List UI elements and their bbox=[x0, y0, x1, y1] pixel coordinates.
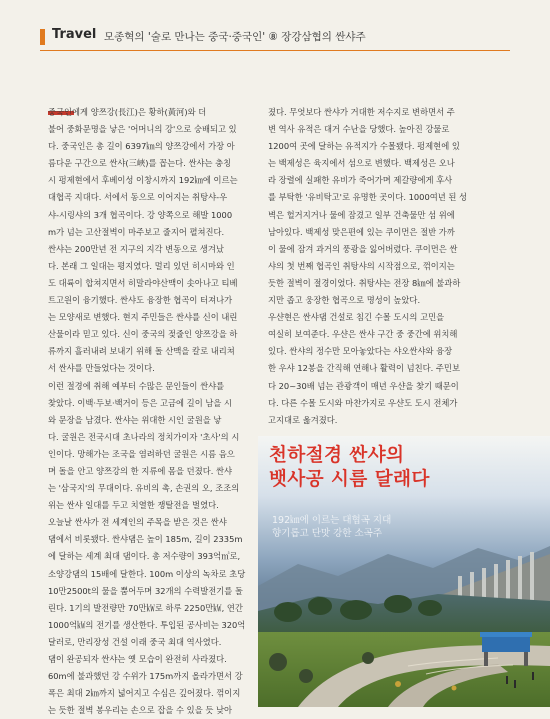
article-line: 불어 중화문명을 낳은 '어머니의 강'으로 숭배되고 있 bbox=[48, 124, 237, 135]
article-line: 한 우샤 12봉을 간직해 연해나 활력이 넘친다. 주민보 bbox=[268, 363, 460, 374]
subhead-line-2: 향기롭고 단맛 강한 소곡주 bbox=[272, 528, 383, 539]
article-line: 류까지 흘러내려 보내기 위해 돌 산맥을 칼로 내리쳐 bbox=[48, 346, 235, 357]
article-line: 있다. 싼샤의 정수만 모아놓았다는 샤오싼샤와 융장 bbox=[268, 346, 453, 357]
article-line: 라 장렬에 실패한 유비가 죽어가며 제갈량에게 후사 bbox=[268, 175, 453, 186]
article-line: 다. 굴원은 전국시대 초나라의 정치가이자 '초사'의 시 bbox=[48, 431, 240, 442]
article-line: 벽은 헐거지거나 물에 잠겼고 일부 건축물만 섬 위에 bbox=[268, 209, 455, 220]
article-line: 린다. 1기의 발전량만 70만㎾로 하루 2250만㎾, 연간 bbox=[48, 602, 243, 613]
article-line: 대협곡 지대다. 서에서 동으로 이어지는 취탕샤-우 bbox=[48, 192, 228, 203]
article-line: 샤의 첫 번째 협곡인 취탕샤의 시작점으로, 꺾이지는 bbox=[268, 260, 455, 271]
feature-headline bbox=[269, 444, 544, 492]
article-line: 고지대로 옮겨졌다. bbox=[268, 414, 338, 425]
article-line: 와 문장을 남겼다. 싼샤는 위대한 시인 굴원을 낳 bbox=[48, 414, 222, 425]
article-line: 소양강댐의 15배에 달한다. 100m 이상의 녹차로 초당 bbox=[48, 568, 246, 579]
article-line: 듯한 절벽이 절경이었다. 취탕샤는 전장 8㎞에 불과하 bbox=[268, 277, 461, 288]
series-title: 모종혁의 '술로 만나는 중국·중국인' ⑧ 장강삼협의 싼샤주 bbox=[104, 31, 366, 43]
article-line: 는 듯한 절벽 봉우리는 손으로 잡을 수 있을 듯 낮아 bbox=[48, 705, 233, 716]
article-line: 댐이 완공되자 싼샤는 옛 모습이 완전히 사라졌다. bbox=[48, 654, 227, 664]
article-line: 우샨현은 싼샤댐 건설로 침긴 수몰 도시의 고민을 bbox=[268, 312, 445, 323]
article-column-right bbox=[268, 104, 480, 429]
article-line: 이런 절경에 취해 예부터 수많은 문인들이 싼샤를 bbox=[48, 380, 225, 391]
article-line: 다 20~30배 넘는 관광객이 매년 우샨을 찾기 때문이 bbox=[268, 380, 459, 391]
article-line: 변 역사 유적은 대거 수난을 당했다. 높아진 강물로 bbox=[268, 124, 450, 135]
article-line: 지만 좁고 웅장한 협곡으로 명성이 높았다. bbox=[268, 295, 421, 306]
article-line: 이 물에 잠겨 과거의 풍광을 잃어버렸다. 쿠이먼은 싼 bbox=[268, 243, 458, 254]
article-line: 는 '삼국지'의 무대이다. 유비의 촉, 손권의 오, 조조의 bbox=[48, 483, 240, 494]
article-column-left bbox=[48, 104, 253, 719]
article-line: 샤-시링샤의 3개 협곡이다. 강 양쪽으로 해발 1000 bbox=[48, 209, 233, 220]
article-line: 다. 본래 그 일대는 평지였다. 멀리 있던 히시마와 인 bbox=[48, 260, 235, 271]
article-line: 름다운 구간으로 싼샤(三峽)를 꼽는다. 싼샤는 충칭 bbox=[48, 158, 232, 169]
article-line: 서 싼샤를 만들었다는 것이다. bbox=[48, 363, 155, 374]
article-line: 달러로, 만리장성 건설 이래 중국 최대 역사였다. bbox=[48, 636, 222, 647]
article-line: 1000억㎾의 전기를 생산한다. 투입된 공사비는 320억 bbox=[48, 619, 246, 630]
article-line: 시 펑제현에서 후베이성 이창시까지 192㎞에 이르는 bbox=[48, 175, 238, 186]
header-rule bbox=[40, 50, 510, 51]
article-line: 1200여 곳에 달하는 유적지가 수몰됐다. 펑제현에 있 bbox=[268, 141, 460, 152]
article-line: 트고원이 융기했다. 싼샤도 융장한 협곡이 터져나가 bbox=[48, 295, 233, 306]
article-line: 여실히 보여준다. 우샨은 싼샤 구간 중 중간에 위치해 bbox=[268, 329, 458, 340]
headline-line-1: 천하절경 싼샤의 bbox=[269, 445, 405, 466]
article-line: 다. 다른 수몰 도시와 마찬가지로 우샨도 도시 전체가 bbox=[268, 397, 458, 408]
article-line: 댐에서 비롯됐다. 싼샤댐은 높이 185m, 길이 2335m bbox=[48, 534, 243, 545]
article-line: 60m에 불과했던 강 수위가 175m까지 올라가면서 강 bbox=[48, 671, 243, 682]
article-line: 인이다. 망해가는 조국을 염려하던 굴원은 시름 음으 bbox=[48, 448, 235, 459]
article-line: 남아있다. 백제성 맞은편에 있는 쿠이먼은 절반 가까 bbox=[268, 226, 455, 237]
page-header bbox=[40, 26, 510, 52]
article-line: 10만2500t의 물을 뿜어두며 32개의 수력발전기를 돌 bbox=[48, 585, 243, 596]
article-line: 싼샤는 200만년 전 지구의 지각 변동으로 생겨났 bbox=[48, 243, 224, 254]
article-line: 에 달하는 세계 최대 댐이다. 총 저수량이 393억㎥로, bbox=[48, 551, 241, 562]
article-line: m가 넘는 고산절벽이 마주보고 줄지어 펼쳐진다. bbox=[48, 226, 225, 237]
article-line: 를 부탁한 '유비탁고'로 유명한 곳이다. 1000여년 된 성 bbox=[268, 192, 468, 203]
article-line: 는 백제성은 육지에서 섬으로 변했다. 백제성은 오나 bbox=[268, 158, 455, 169]
article-line: 는 모양새로 변했다. 현지 주민들은 싼샤를 신이 내린 bbox=[48, 312, 238, 323]
article-line: 며 돌을 안고 양쯔강의 한 지류에 몸을 던졌다. 싼샤 bbox=[48, 465, 233, 476]
section-label: Travel bbox=[52, 27, 97, 42]
article-line: 다. 중국인은 총 길이 6397㎞의 양쯔강에서 가장 아 bbox=[48, 141, 235, 152]
article-line: 중국인에게 양쯔강(長江)은 황하(黃河)와 더 bbox=[48, 107, 207, 117]
section-marker bbox=[40, 29, 45, 45]
feature-subhead bbox=[272, 514, 532, 540]
article-line: 오늘날 싼샤가 전 세계인의 주목을 받은 것은 싼샤 bbox=[48, 517, 227, 528]
headline-line-2: 뱃사공 시름 달래다 bbox=[269, 469, 430, 490]
article-line: 도 대륙이 합쳐지면서 히말라야산맥이 솟아나고 티베 bbox=[48, 277, 238, 288]
article-line: 졌다. 무엇보다 싼샤가 거대한 저수지로 변하면서 주 bbox=[268, 107, 455, 117]
feature-photo-panel bbox=[258, 436, 550, 707]
article-line: 찾았다. 이백·두보·백거이 등은 고금에 길이 남을 시 bbox=[48, 397, 233, 408]
article-line: 산물이라 믿고 있다. 신이 중국의 젖줄인 양쯔강을 하 bbox=[48, 329, 238, 340]
article-line: 폭은 최대 2㎞까지 넓어지고 수심은 깊어졌다. 꺾이지 bbox=[48, 688, 241, 699]
subhead-line-1: 192㎞에 이르는 대협곡 지대 bbox=[272, 515, 392, 526]
article-line: 위는 싼샤 일대를 두고 치열한 쟁탈전을 벌였다. bbox=[48, 500, 219, 511]
